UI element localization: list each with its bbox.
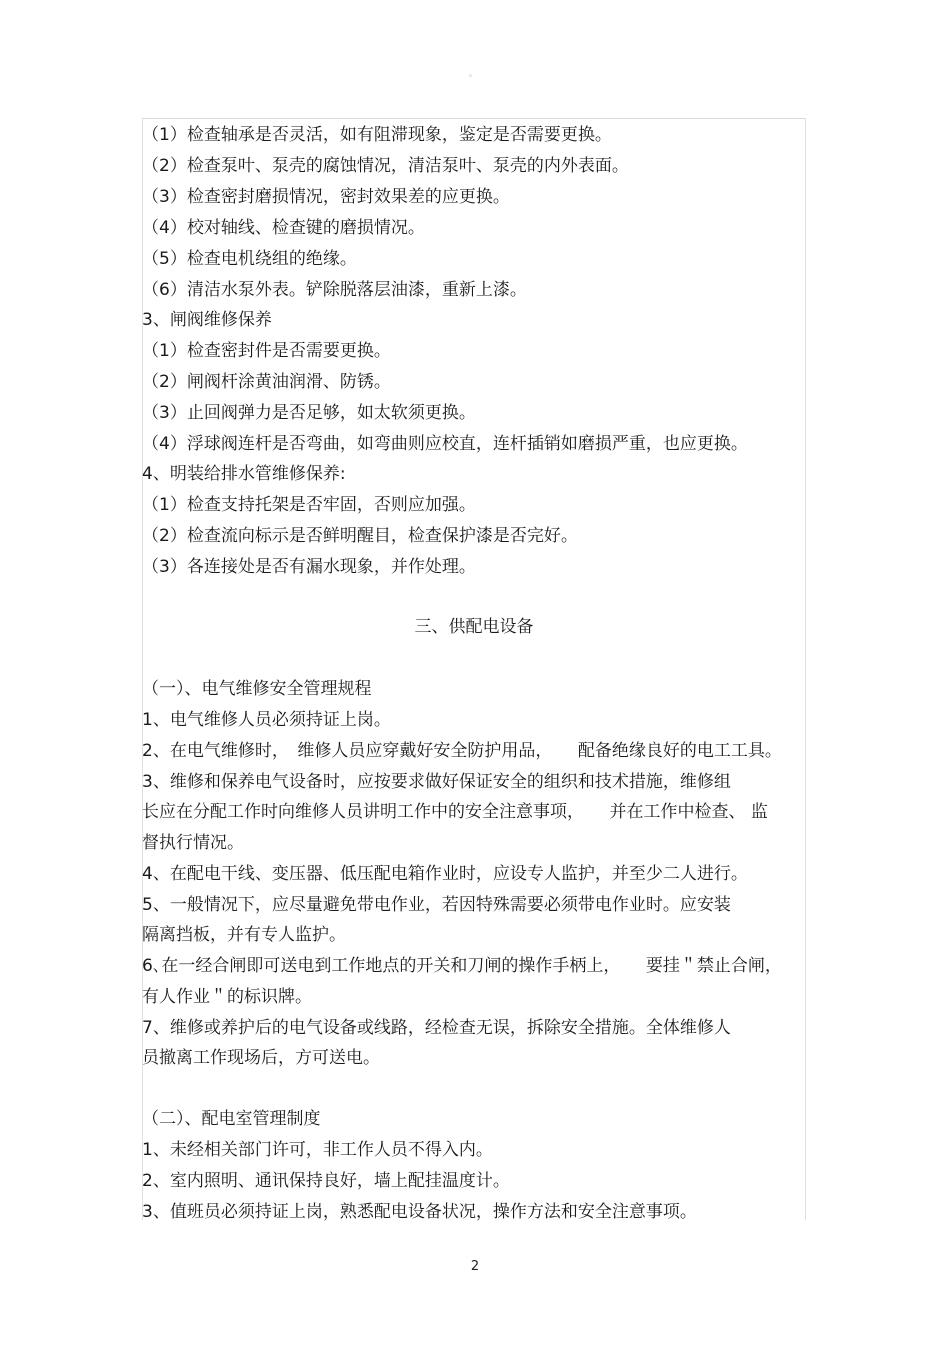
text-line: （3）检查密封磨损情况，密封效果差的应更换。 [142, 187, 510, 207]
text-line: 2、室内照明、通讯保持良好，墙上配挂温度计。 [142, 1171, 510, 1191]
text-line: 1、未经相关部门许可，非工作人员不得入内。 [142, 1140, 493, 1160]
text-line: 5、一般情况下，应尽量避免带电作业，若因特殊需要必须带电作业时。应安装 [142, 895, 731, 915]
text-line: （3）止回阀弹力是否足够，如太软须更换。 [142, 403, 476, 423]
text-line: （4）浮球阀连杆是否弯曲，如弯曲则应校直，连杆插销如磨损严重，也应更换。 [142, 434, 748, 454]
subsection-heading: 4、明装给排水管维修保养: [142, 464, 346, 484]
text-line: 1、电气维修人员必须持证上岗。 [142, 710, 391, 730]
text-line: （4）校对轴线、检查键的磨损情况。 [142, 218, 425, 238]
text-line: （2）检查流向标示是否鲜明醒目，检查保护漆是否完好。 [142, 526, 578, 546]
text-line: 3、值班员必须持证上岗，熟悉配电设备状况，操作方法和安全注意事项。 [142, 1202, 697, 1222]
text-line: 6､在一经合闸即可送电到工作地点的开关和刀闸的操作手柄上， 要挂＂禁止合闸， [142, 956, 782, 976]
section2-heading: （二）、配电室管理制度 [142, 1109, 321, 1129]
text-line: 隔离挡板，并有专人监护。 [142, 925, 346, 945]
page-number: 2 [470, 1259, 480, 1274]
text-line: 2、在电气维修时， 维修人员应穿戴好安全防护用品， 配备绝缘良好的电工工具。 [142, 741, 782, 761]
text-line: 7、维修或养护后的电气设备或线路，经检查无误，拆除安全措施。全体维修人 [142, 1018, 731, 1038]
section1-heading: （一）、电气维修安全管理规程 [142, 679, 372, 699]
text-line: 3、维修和保养电气设备时，应按要求做好保证安全的组织和技术措施，维修组 [142, 772, 731, 792]
text-line: （2）闸阀杆涂黄油润滑、防锈。 [142, 372, 391, 392]
text-line: （1）检查密封件是否需要更换。 [142, 341, 391, 361]
text-line: 4、在配电干线、变压器、低压配电箱作业时，应设专人监护，并至少二人进行。 [142, 864, 748, 884]
text-line: 长应在分配工作时向维修人员讲明工作中的安全注意事项， 并在工作中检查、 监 [142, 802, 768, 822]
text-line: （3）各连接处是否有漏水现象，并作处理。 [142, 557, 476, 577]
text-line: （2）检查泵叶、泵壳的腐蚀情况，清洁泵叶、泵壳的内外表面。 [142, 156, 629, 176]
subsection-heading: 3、闸阀维修保养 [142, 310, 272, 330]
text-line: 有人作业＂的标识牌。 [142, 987, 312, 1007]
section-title: 三、供配电设备 [414, 617, 534, 637]
text-line: （6）清洁水泵外表。铲除脱落层油漆，重新上漆。 [142, 280, 527, 300]
text-line: 督执行情况。 [142, 833, 244, 853]
text-line: （5）检查电机绕组的绝缘。 [142, 249, 357, 269]
text-line: （1）检查轴承是否灵活，如有阻滞现象，鉴定是否需要更换。 [142, 125, 612, 145]
text-line: 员撤离工作现场后，方可送电。 [142, 1048, 380, 1068]
top-mark: 。 [469, 69, 477, 78]
text-line: （1）检查支持托架是否牢固，否则应加强。 [142, 495, 476, 515]
